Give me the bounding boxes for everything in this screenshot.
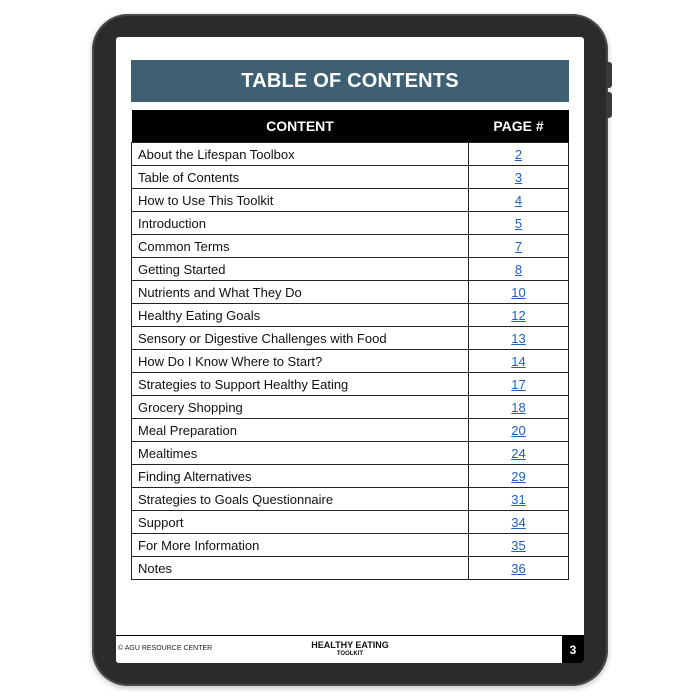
- table-row: [132, 534, 569, 557]
- table-row: [132, 235, 569, 258]
- toc-entry-page-cell: [469, 442, 569, 465]
- page-link[interactable]: 31: [511, 491, 526, 507]
- toc-entry-title: Getting Started: [132, 258, 469, 281]
- toc-entry-title: Strategies to Goals Questionnaire: [132, 488, 469, 511]
- toc-entry-title: Healthy Eating Goals: [132, 304, 469, 327]
- toc-entry-page-cell: [469, 258, 569, 281]
- toc-entry-page-cell: [469, 166, 569, 189]
- footer-title-text: HEALTHY EATING: [311, 640, 389, 650]
- page-link[interactable]: 29: [511, 468, 526, 484]
- toc-entry-title: Notes: [132, 557, 469, 580]
- table-row: [132, 465, 569, 488]
- table-row: [132, 258, 569, 281]
- table-row: [132, 350, 569, 373]
- toc-entry-title: Sensory or Digestive Challenges with Food: [132, 327, 469, 350]
- table-row: [132, 511, 569, 534]
- toc-entry-page-cell: [469, 557, 569, 580]
- page-link[interactable]: 10: [511, 284, 526, 300]
- toc-entry-title: For More Information: [132, 534, 469, 557]
- table-row: [132, 281, 569, 304]
- toc-entry-page-cell: [469, 488, 569, 511]
- toc-entry-title: Mealtimes: [132, 442, 469, 465]
- page-column-header: PAGE #: [469, 110, 569, 143]
- tablet-screen: [116, 37, 584, 663]
- table-row: [132, 327, 569, 350]
- page-link[interactable]: 17: [511, 376, 526, 392]
- page-title: TABLE OF CONTENTS: [131, 60, 569, 102]
- volume-up-button: [606, 62, 612, 88]
- table-row: [132, 396, 569, 419]
- table-row: [132, 419, 569, 442]
- table-body: [132, 143, 569, 580]
- toc-entry-title: Table of Contents: [132, 166, 469, 189]
- toc-entry-page-cell: [469, 143, 569, 166]
- toc-entry-title: How Do I Know Where to Start?: [132, 350, 469, 373]
- page-link[interactable]: 3: [514, 169, 523, 185]
- toc-entry-page-cell: [469, 373, 569, 396]
- page-link[interactable]: 7: [514, 238, 523, 254]
- toc-entry-title: Finding Alternatives: [132, 465, 469, 488]
- table-header-row: [132, 110, 569, 143]
- toc-entry-title: Introduction: [132, 212, 469, 235]
- table-row: [132, 189, 569, 212]
- table-row: [132, 166, 569, 189]
- toc-entry-page-cell: [469, 350, 569, 373]
- toc-entry-page-cell: [469, 327, 569, 350]
- toc-entry-title: Strategies to Support Healthy Eating: [132, 373, 469, 396]
- toc-entry-page-cell: [469, 235, 569, 258]
- toc-entry-title: Meal Preparation: [132, 419, 469, 442]
- footer-title: [116, 640, 584, 657]
- toc-entry-page-cell: [469, 534, 569, 557]
- page-link[interactable]: 24: [511, 445, 526, 461]
- toc-entry-title: How to Use This Toolkit: [132, 189, 469, 212]
- page-link[interactable]: 14: [511, 353, 526, 369]
- page-link[interactable]: 18: [511, 399, 526, 415]
- copyright-text: © AGU RESOURCE CENTER: [118, 645, 213, 652]
- page-link[interactable]: 36: [511, 560, 526, 576]
- table-row: [132, 442, 569, 465]
- toc-entry-title: Common Terms: [132, 235, 469, 258]
- volume-down-button: [606, 92, 612, 118]
- table-row: [132, 304, 569, 327]
- page-footer: [116, 635, 584, 663]
- toc-entry-page-cell: [469, 281, 569, 304]
- toc-entry-page-cell: [469, 396, 569, 419]
- page-link[interactable]: 5: [514, 215, 523, 231]
- toc-entry-page-cell: [469, 465, 569, 488]
- page-link[interactable]: 2: [514, 146, 523, 162]
- footer-subtitle-text: TOOLKIT: [336, 651, 364, 657]
- page-link[interactable]: 20: [511, 422, 526, 438]
- page-link[interactable]: 35: [511, 537, 526, 553]
- toc-entry-title: Nutrients and What They Do: [132, 281, 469, 304]
- page-link[interactable]: 4: [514, 192, 523, 208]
- page-link[interactable]: 34: [511, 514, 526, 530]
- table-row: [132, 373, 569, 396]
- toc-entry-page-cell: [469, 189, 569, 212]
- table-row: [132, 488, 569, 511]
- table-row: [132, 143, 569, 166]
- toc-entry-page-cell: [469, 304, 569, 327]
- table-row: [132, 557, 569, 580]
- page-link[interactable]: 12: [511, 307, 526, 323]
- toc-entry-page-cell: [469, 419, 569, 442]
- toc-entry-page-cell: [469, 212, 569, 235]
- toc-entry-title: About the Lifespan Toolbox: [132, 143, 469, 166]
- toc-entry-title: Support: [132, 511, 469, 534]
- table-row: [132, 212, 569, 235]
- table-of-contents: [131, 110, 569, 580]
- page-number-badge: 3: [562, 636, 584, 663]
- page-link[interactable]: 8: [514, 261, 523, 277]
- page-link[interactable]: 13: [511, 330, 526, 346]
- toc-entry-page-cell: [469, 511, 569, 534]
- content-column-header: CONTENT: [132, 110, 469, 143]
- toc-entry-title: Grocery Shopping: [132, 396, 469, 419]
